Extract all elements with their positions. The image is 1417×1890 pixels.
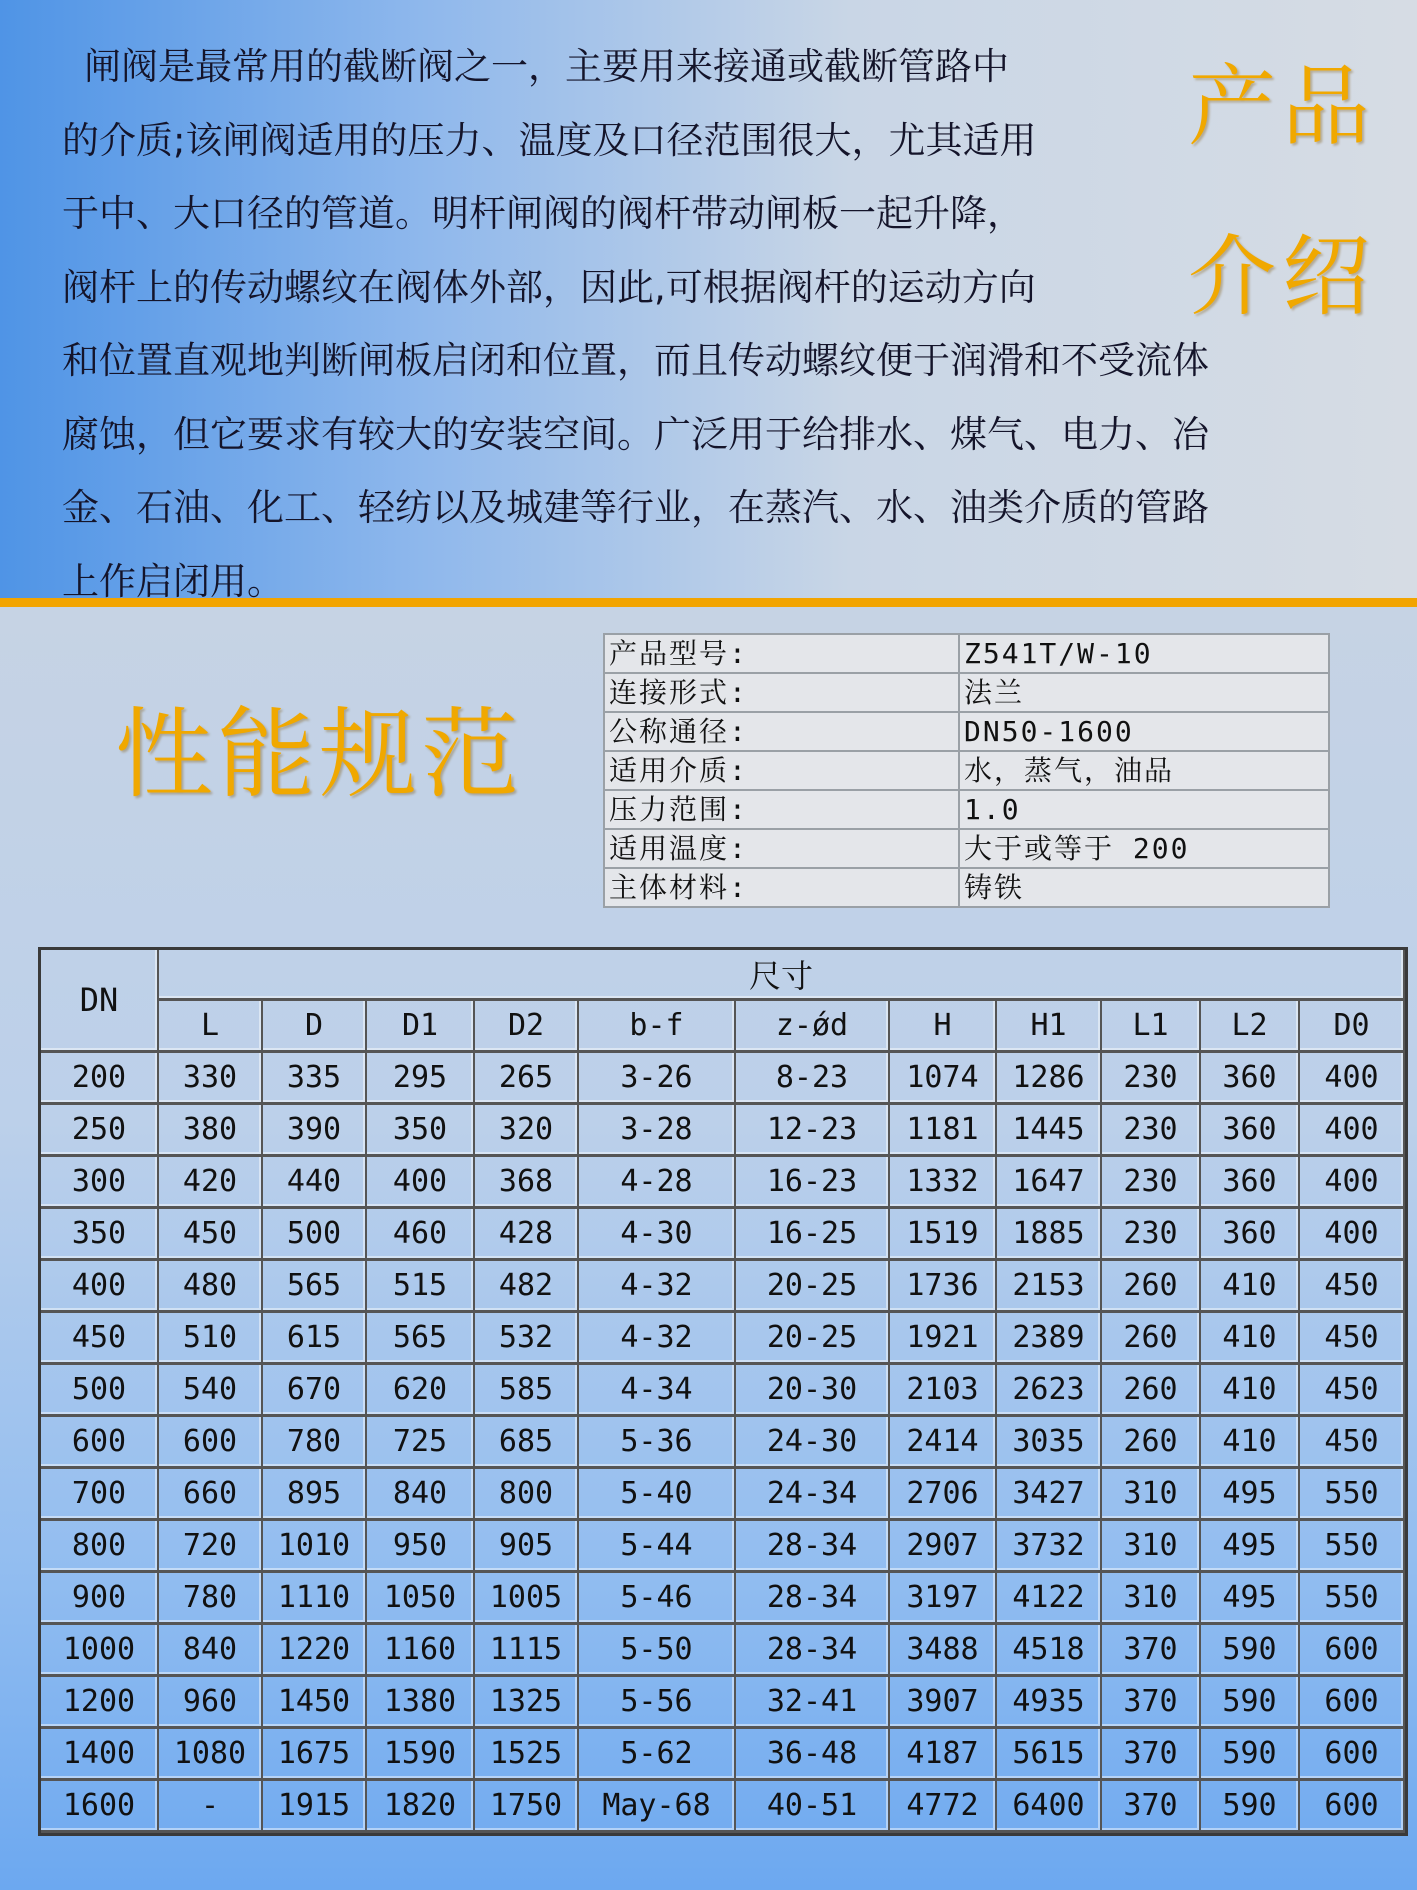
dimension-cell: 960 [159,1677,263,1729]
dimension-cell: 482 [475,1261,579,1313]
dn-cell: 250 [41,1105,159,1157]
spec-row [604,829,1329,868]
dn-header: DN [41,950,159,1053]
dimension-cell: 265 [475,1053,579,1105]
dimension-cell: 4518 [997,1625,1102,1677]
intro-line: 阀杆上的传动螺纹在阀体外部，因此,可根据阀杆的运动方向 [62,265,1036,309]
dimension-cell: 440 [263,1157,367,1209]
dimension-cell: 600 [1300,1729,1405,1781]
spec-value: 法兰 [959,673,1329,712]
dimension-cell: 450 [1300,1261,1405,1313]
dimension-cell: 12-23 [736,1105,890,1157]
dimension-cell: 1286 [997,1053,1102,1105]
dimension-cell: 1115 [475,1625,579,1677]
dn-cell: 400 [41,1261,159,1313]
dimension-cell: 4122 [997,1573,1102,1625]
dimension-cell: 320 [475,1105,579,1157]
dimension-cell: 1736 [890,1261,997,1313]
dimension-cell: 360 [1201,1209,1300,1261]
dimension-cell: 495 [1201,1573,1300,1625]
dimension-cell: 590 [1201,1729,1300,1781]
dimension-cell: 450 [1300,1313,1405,1365]
dimension-cell: 428 [475,1209,579,1261]
spec-key: 主体材料: [604,868,959,907]
dimensions-column-header: D [263,1001,367,1053]
dimension-cell: 1519 [890,1209,997,1261]
intro-line: 腐蚀，但它要求有较大的安装空间。广泛用于给排水、煤气、电力、冶 [62,412,1209,456]
spec-row [604,790,1329,829]
dimension-cell: 1010 [263,1521,367,1573]
dimension-cell: 5-36 [579,1417,736,1469]
dimension-cell: 8-23 [736,1053,890,1105]
spec-key: 适用介质: [604,751,959,790]
dimension-cell: 2623 [997,1365,1102,1417]
spec-key: 公称通径: [604,712,959,751]
dimension-cell: 480 [159,1261,263,1313]
dimension-cell: 360 [1201,1157,1300,1209]
spec-row [604,634,1329,673]
dimension-cell: 310 [1102,1521,1201,1573]
dimension-cell: 368 [475,1157,579,1209]
dimension-cell: 1080 [159,1729,263,1781]
table-row [41,1677,1405,1729]
dimension-cell: 540 [159,1365,263,1417]
dimension-cell: 36-48 [736,1729,890,1781]
dimension-cell: 400 [1300,1209,1405,1261]
dimension-cell: 2103 [890,1365,997,1417]
dimension-cell: 370 [1102,1677,1201,1729]
dimension-cell: 360 [1201,1053,1300,1105]
table-row [41,1105,1405,1157]
dimension-cell: 16-25 [736,1209,890,1261]
dimension-cell: 4-32 [579,1313,736,1365]
dimensions-column-header: D1 [367,1001,475,1053]
dimension-cell: 660 [159,1469,263,1521]
table-row [41,1469,1405,1521]
spec-value: 1.0 [959,790,1329,829]
dimension-cell: 3-28 [579,1105,736,1157]
dimension-cell: 5-46 [579,1573,736,1625]
dimension-cell: 2706 [890,1469,997,1521]
intro-line: 的介质;该闸阀适用的压力、温度及口径范围很大，尤其适用 [62,118,1037,162]
dimension-cell: 565 [367,1313,475,1365]
dimension-cell: 3907 [890,1677,997,1729]
dimension-cell: 550 [1300,1573,1405,1625]
dimensions-column-header: D0 [1300,1001,1405,1053]
dimension-cell: 2414 [890,1417,997,1469]
dn-cell: 900 [41,1573,159,1625]
dimension-cell: 1380 [367,1677,475,1729]
dimension-cell: 16-23 [736,1157,890,1209]
table-row [41,1573,1405,1625]
dimension-cell: 590 [1201,1781,1300,1833]
dimension-cell: 685 [475,1417,579,1469]
dimension-cell: 590 [1201,1625,1300,1677]
dimension-cell: 4-30 [579,1209,736,1261]
table-row [41,1781,1405,1833]
dimension-cell: 4-32 [579,1261,736,1313]
dimensions-column-header: z-ǿd [736,1001,890,1053]
dimension-cell: 260 [1102,1313,1201,1365]
dimension-cell: 5-62 [579,1729,736,1781]
spec-table [603,633,1330,908]
dimension-cell: 495 [1201,1521,1300,1573]
table-row [41,1313,1405,1365]
dimension-cell: 1647 [997,1157,1102,1209]
table-row [41,1729,1405,1781]
dimension-cell: 1915 [263,1781,367,1833]
spec-value: Z541T/W-10 [959,634,1329,673]
dn-cell: 1200 [41,1677,159,1729]
dimension-cell: 895 [263,1469,367,1521]
dimension-cell: 840 [367,1469,475,1521]
dimensions-column-header: L [159,1001,263,1053]
dimension-cell: 4935 [997,1677,1102,1729]
table-row [41,1261,1405,1313]
dimension-cell: 400 [1300,1105,1405,1157]
spec-row [604,673,1329,712]
dimension-cell: 360 [1201,1105,1300,1157]
dimension-cell: 230 [1102,1157,1201,1209]
dimension-cell: 230 [1102,1105,1201,1157]
dimension-cell: 28-34 [736,1573,890,1625]
dimension-cell: 1181 [890,1105,997,1157]
dimension-cell: 350 [367,1105,475,1157]
dimension-cell: 585 [475,1365,579,1417]
dn-cell: 450 [41,1313,159,1365]
dimension-cell: 6400 [997,1781,1102,1833]
dimensions-column-header: b-f [579,1001,736,1053]
dimension-cell: 3427 [997,1469,1102,1521]
dn-cell: 300 [41,1157,159,1209]
dimension-cell: 1110 [263,1573,367,1625]
dimension-cell: 950 [367,1521,475,1573]
dimension-cell: 260 [1102,1261,1201,1313]
dn-cell: 200 [41,1053,159,1105]
intro-text [62,30,1372,618]
dimension-cell: 3732 [997,1521,1102,1573]
spec-key: 产品型号: [604,634,959,673]
dimension-cell: 1450 [263,1677,367,1729]
dimension-cell: 32-41 [736,1677,890,1729]
spec-row [604,751,1329,790]
spec-key: 连接形式: [604,673,959,712]
dimension-cell: 20-25 [736,1313,890,1365]
dimension-cell: 600 [1300,1625,1405,1677]
intro-line: 金、石油、化工、轻纺以及城建等行业，在蒸汽、水、油类介质的管路 [62,486,1209,529]
dimension-cell: 615 [263,1313,367,1365]
dimension-cell: 370 [1102,1729,1201,1781]
dn-cell: 1000 [41,1625,159,1677]
dimension-cell: 780 [263,1417,367,1469]
dimension-cell: 400 [367,1157,475,1209]
intro-line: 于中、大口径的管道。明杆闸阀的阀杆带动闸板一起升降， [62,192,1024,235]
dimension-cell: 1820 [367,1781,475,1833]
dimension-cell: 420 [159,1157,263,1209]
dimension-cell: 515 [367,1261,475,1313]
dimension-cell: 3488 [890,1625,997,1677]
dimension-cell: 532 [475,1313,579,1365]
dimension-cell: 1050 [367,1573,475,1625]
dimension-cell: 310 [1102,1469,1201,1521]
dimension-cell: 5-40 [579,1469,736,1521]
dimension-cell: 3197 [890,1573,997,1625]
table-row [41,1157,1405,1209]
dimensions-column-header: D2 [475,1001,579,1053]
dimension-cell: 600 [159,1417,263,1469]
dimension-cell: 1160 [367,1625,475,1677]
dimensions-column-header-row [41,1001,1405,1053]
dimension-cell: 1921 [890,1313,997,1365]
dimension-cell: 800 [475,1469,579,1521]
dimension-cell: 1525 [475,1729,579,1781]
dimension-cell: 600 [1300,1781,1405,1833]
dimension-cell: 380 [159,1105,263,1157]
dimension-cell: 20-30 [736,1365,890,1417]
dimension-cell: 330 [159,1053,263,1105]
dimensions-column-header: H1 [997,1001,1102,1053]
dimension-cell: 905 [475,1521,579,1573]
product-intro-heading-line: 产品 [1188,55,1377,158]
dimension-cell: 390 [263,1105,367,1157]
dimensions-group-header: 尺寸 [159,950,1405,1001]
dimension-cell: 24-34 [736,1469,890,1521]
dimension-cell: 725 [367,1417,475,1469]
dimension-cell: 370 [1102,1625,1201,1677]
dimension-cell: 3035 [997,1417,1102,1469]
dn-cell: 500 [41,1365,159,1417]
intro-line: 上作启闭用。 [62,559,284,603]
dimension-cell: 2153 [997,1261,1102,1313]
dimension-cell: 24-30 [736,1417,890,1469]
product-intro-heading-line: 介绍 [1188,225,1377,328]
table-row [41,1625,1405,1677]
dimension-cell: 230 [1102,1209,1201,1261]
dn-cell: 700 [41,1469,159,1521]
dimension-cell: 510 [159,1313,263,1365]
dimension-cell: 840 [159,1625,263,1677]
dn-cell: 600 [41,1417,159,1469]
dimension-cell: 28-34 [736,1521,890,1573]
intro-line: 闸阀是最常用的截断阀之一，主要用来接通或截断管路中 [84,45,1009,88]
dimension-cell: 260 [1102,1365,1201,1417]
dimension-cell: 600 [1300,1677,1405,1729]
table-row [41,1365,1405,1417]
dimension-cell: 495 [1201,1469,1300,1521]
dimension-cell: 460 [367,1209,475,1261]
dimension-cell: 1332 [890,1157,997,1209]
dimensions-body [41,1053,1405,1833]
dimension-cell: 260 [1102,1417,1201,1469]
dimensions-column-header: H [890,1001,997,1053]
dimension-cell: 720 [159,1521,263,1573]
spec-key: 适用温度: [604,829,959,868]
dimensions-column-header: L1 [1102,1001,1201,1053]
spec-key: 压力范围: [604,790,959,829]
dn-cell: 1600 [41,1781,159,1833]
dimension-cell: 1675 [263,1729,367,1781]
dimension-cell: 410 [1201,1261,1300,1313]
dimension-cell: 400 [1300,1157,1405,1209]
dimension-cell: 2907 [890,1521,997,1573]
dimensions-table [38,947,1408,1836]
dimension-cell: 4187 [890,1729,997,1781]
dimension-cell: 565 [263,1261,367,1313]
dimension-cell: 335 [263,1053,367,1105]
dimension-cell: 450 [1300,1365,1405,1417]
table-row [41,1521,1405,1573]
dimension-cell: 400 [1300,1053,1405,1105]
dimension-cell: 28-34 [736,1625,890,1677]
dimension-cell: 500 [263,1209,367,1261]
spec-row [604,712,1329,751]
dimension-cell: 780 [159,1573,263,1625]
dimension-cell: 1445 [997,1105,1102,1157]
dimension-cell: 295 [367,1053,475,1105]
product-intro-heading [1188,22,1388,362]
dimension-cell: 370 [1102,1781,1201,1833]
dn-cell: 1400 [41,1729,159,1781]
dimension-cell: 410 [1201,1365,1300,1417]
table-row [41,1417,1405,1469]
performance-spec-heading: 性能规范 [115,698,524,812]
dimension-cell: 620 [367,1365,475,1417]
dimension-cell: 5-56 [579,1677,736,1729]
spec-value: 水，蒸气，油品 [959,751,1329,790]
dimension-cell: 450 [1300,1417,1405,1469]
dn-cell: 350 [41,1209,159,1261]
dimension-cell: 310 [1102,1573,1201,1625]
dimension-cell: 4-28 [579,1157,736,1209]
table-row [41,1053,1405,1105]
dimension-cell: 5-44 [579,1521,736,1573]
dimensions-header-row [41,950,1405,1001]
dimension-cell: 670 [263,1365,367,1417]
dimension-cell: 3-26 [579,1053,736,1105]
dimension-cell: 4-34 [579,1365,736,1417]
dimension-cell: 20-25 [736,1261,890,1313]
dimension-cell: 410 [1201,1417,1300,1469]
dn-cell: 800 [41,1521,159,1573]
dimension-cell: 1325 [475,1677,579,1729]
dimension-cell: 1590 [367,1729,475,1781]
dimension-cell: 410 [1201,1313,1300,1365]
dimension-cell: 1750 [475,1781,579,1833]
spec-row [604,868,1329,907]
dimension-cell: 1885 [997,1209,1102,1261]
spec-value: 大于或等于 200 [959,829,1329,868]
dimension-cell: 5-50 [579,1625,736,1677]
dimension-cell: May-68 [579,1781,736,1833]
dimension-cell: 2389 [997,1313,1102,1365]
dimension-cell: - [159,1781,263,1833]
dimension-cell: 590 [1201,1677,1300,1729]
dimension-cell: 230 [1102,1053,1201,1105]
dimension-cell: 1074 [890,1053,997,1105]
dimension-cell: 1005 [475,1573,579,1625]
dimensions-column-header: L2 [1201,1001,1300,1053]
table-row [41,1209,1405,1261]
dimension-cell: 550 [1300,1469,1405,1521]
dimension-cell: 40-51 [736,1781,890,1833]
dimension-cell: 5615 [997,1729,1102,1781]
dimension-cell: 450 [159,1209,263,1261]
dimension-cell: 4772 [890,1781,997,1833]
dimension-cell: 1220 [263,1625,367,1677]
spec-value: 铸铁 [959,868,1329,907]
dimension-cell: 550 [1300,1521,1405,1573]
spec-value: DN50-1600 [959,712,1329,751]
intro-line: 和位置直观地判断闸板启闭和位置，而且传动螺纹便于润滑和不受流体 [62,339,1209,382]
